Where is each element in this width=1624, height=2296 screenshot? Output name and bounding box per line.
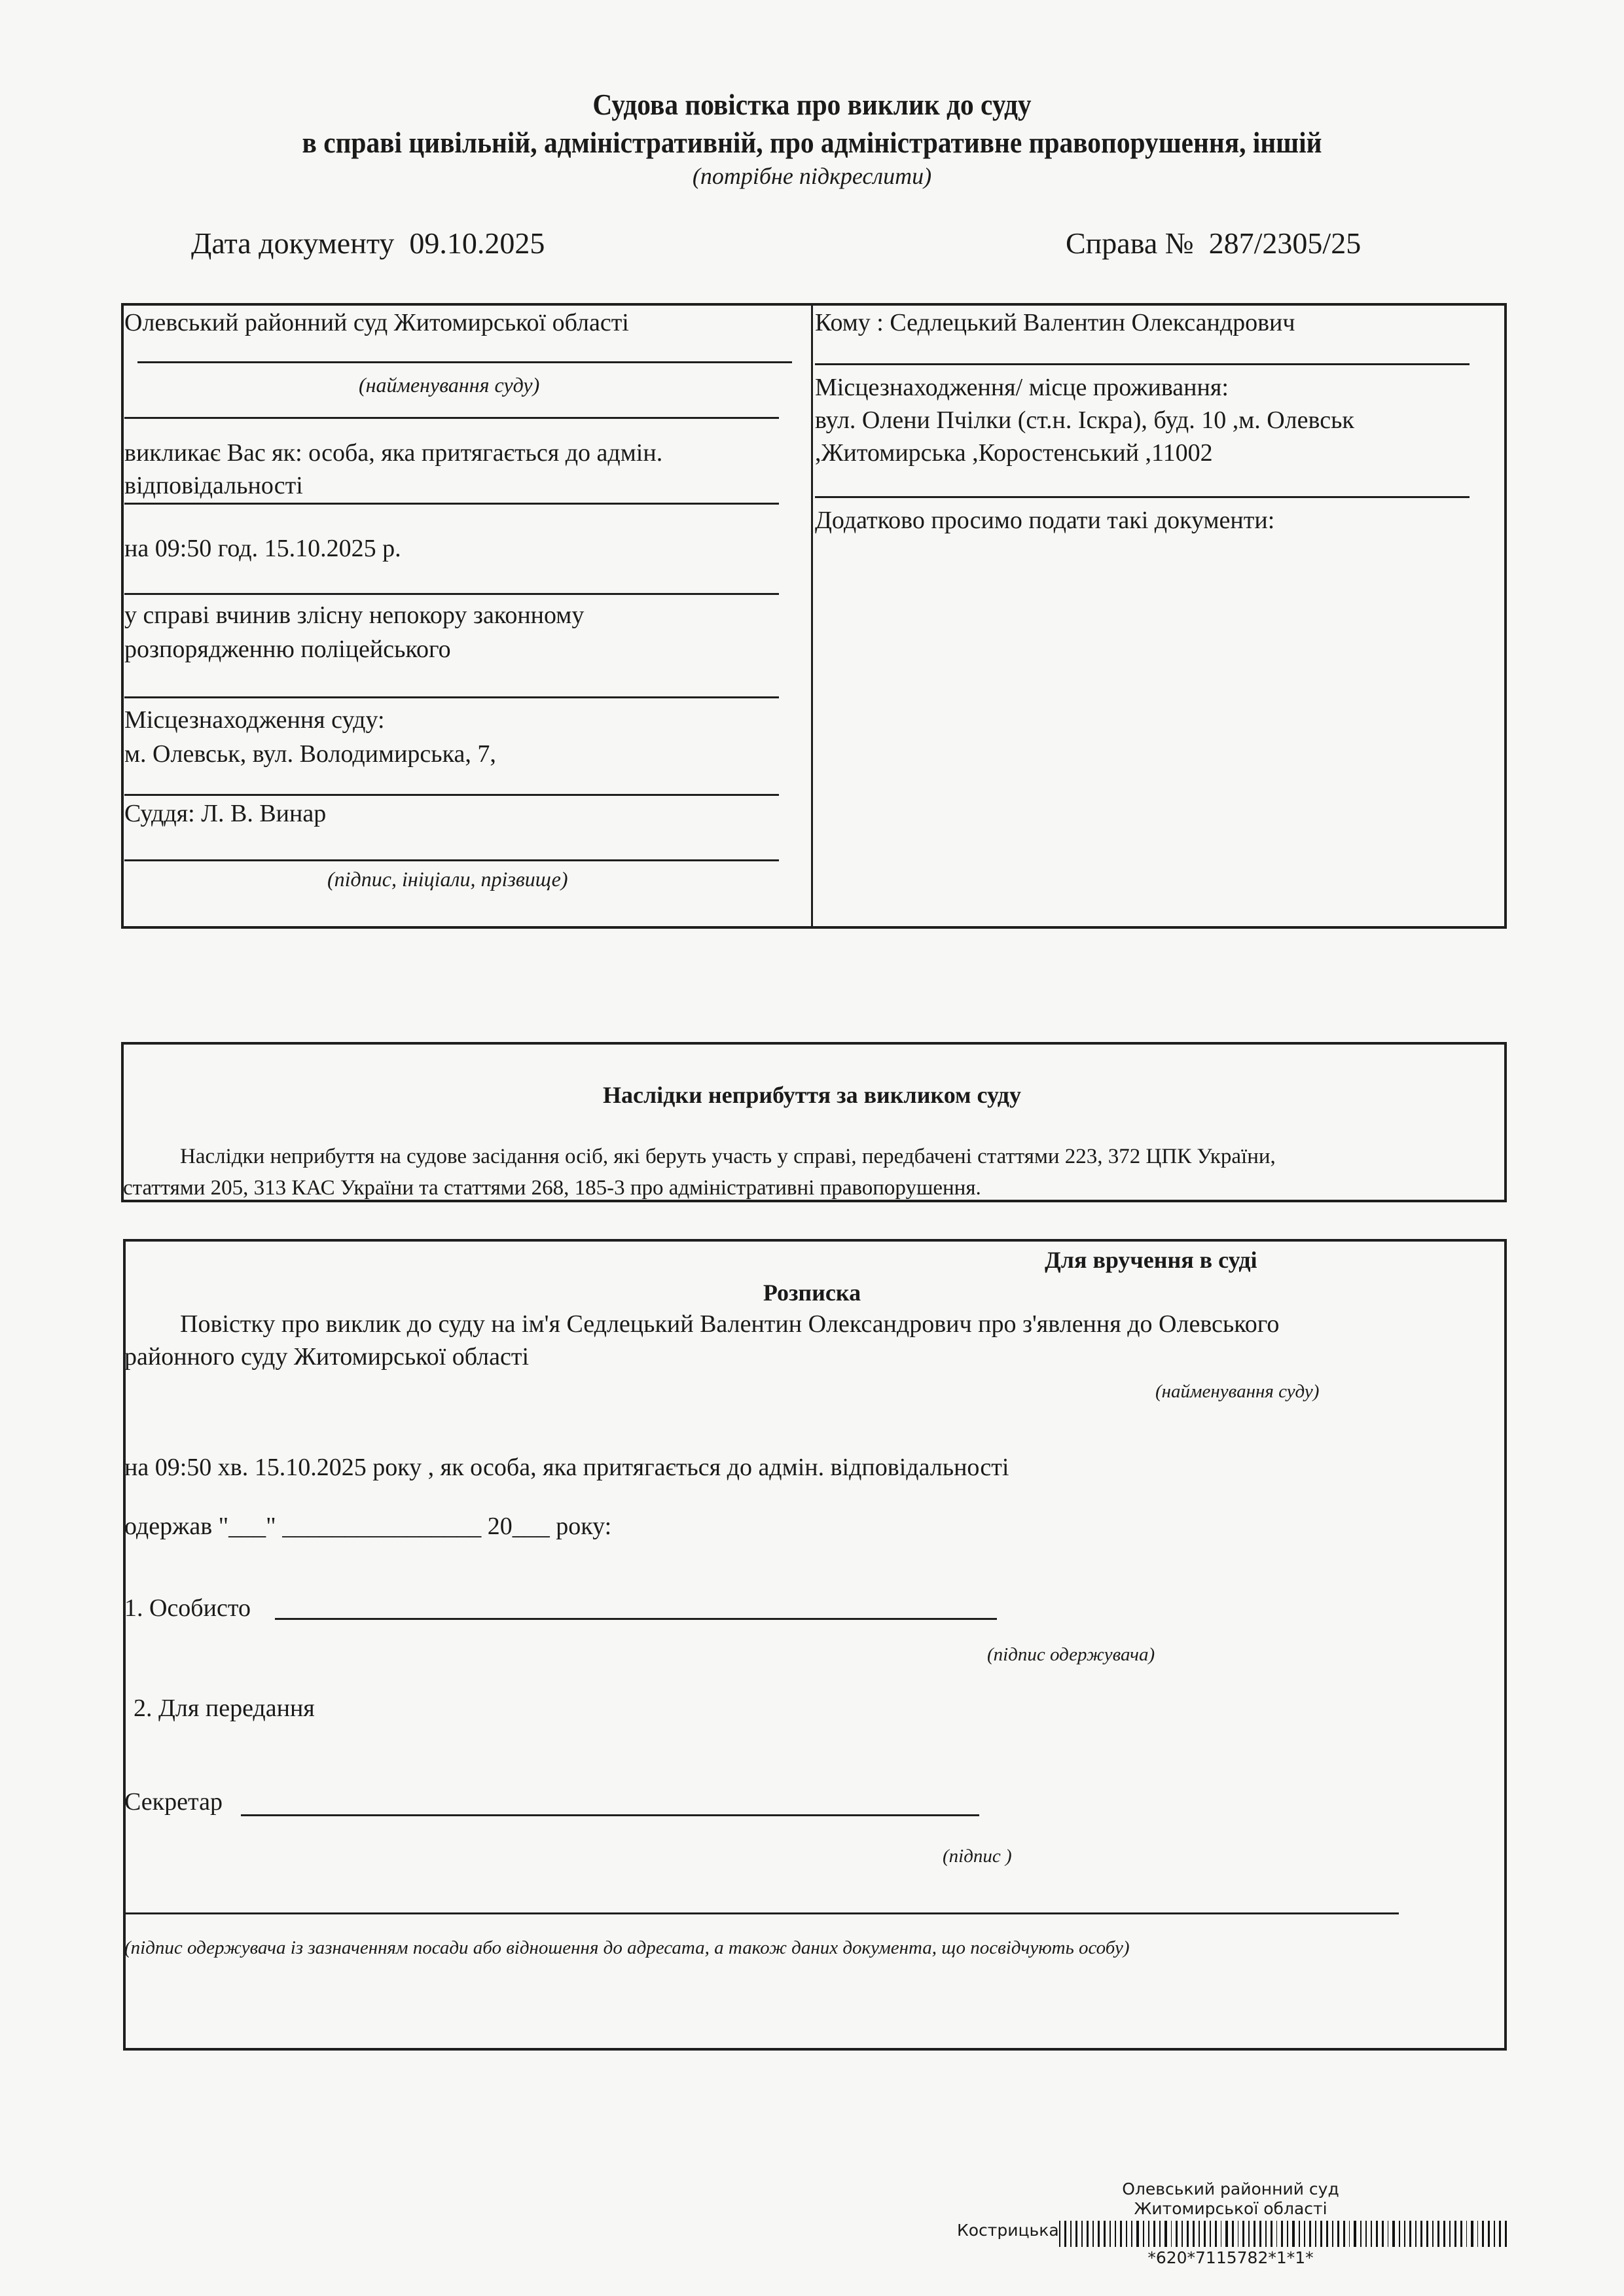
secretary-label: Секретар [124,1788,223,1816]
received-year-prefix: 20 [487,1513,513,1540]
underline-note: (потрібне підкреслити) [692,163,932,189]
judge-caption: (підпис, ініціали, прізвище) [327,867,568,891]
received-day-field[interactable]: "___" [218,1513,276,1540]
case-subject-line2: розпорядженню поліцейського [124,636,451,663]
residence-label: Місцезнаходження/ місце проживання: [815,374,1229,401]
additional-documents-label: Додатково просимо подати такі документи: [815,507,1275,534]
received-year-field[interactable]: ___ [512,1513,550,1540]
receipt-time-line: на 09:50 хв. 15.10.2025 року , як особа, яка притягається до адмін. відповідальності [124,1454,1009,1481]
clerk-name: Кострицька [957,2221,1059,2240]
case-subject-line1: у справі вчинив злісну непокору законному [124,601,585,629]
document-date-value: 09.10.2025 [409,226,545,260]
barcode [1059,2221,1511,2247]
court-address-line [124,794,779,796]
recipient-line [815,363,1470,365]
summons-as-line1: викликає Вас як: особа, яка притягається до адмін. [124,439,663,467]
receipt-court-caption: (найменування суду) [1155,1381,1320,1402]
document-date-label: Дата документу [191,226,395,260]
delivery-note: Для вручення в суді [1045,1247,1257,1273]
residence-line1: вул. Олени Пчілки (ст.н. Іскра), буд. 10 ,м. Олевськ [815,406,1354,434]
court-location-label: Місцезнаходження суду: [124,706,385,734]
court-address: м. Олевськ, вул. Володимирська, 7, [124,740,496,768]
summons-column-divider [811,304,813,927]
case-number [1066,226,1361,260]
summons-as-line [124,503,779,505]
residence-line2: ,Житомирська ,Коростенський ,11002 [815,439,1213,467]
appearance-time-line [124,593,779,595]
footer-court-line2: Житомирської області [1134,2199,1327,2218]
consequences-heading: Наслідки неприбуття за викликом суду [603,1082,1021,1108]
document-title-line1: Судова повістка про виклик до суду [592,88,1032,121]
footer-court-line1: Олевський районний суд [1122,2179,1339,2198]
recipient-name: Кому : Седлецький Валентин Олександрович [815,309,1295,336]
received-suffix: року: [556,1513,612,1540]
personally-caption: (підпис одержувача) [987,1644,1155,1665]
court-name: Олевський районний суд Житомирської області [124,309,629,336]
summons-as-line2: відповідальності [124,472,303,499]
case-number-value: 287/2305/25 [1208,226,1362,260]
secretary-caption: (підпис ) [943,1846,1012,1867]
secretary-signature-field[interactable] [241,1814,979,1816]
received-date-line [124,1510,611,1543]
recipient-signature-field[interactable] [124,1912,1399,1914]
receipt-body-line2: районного суду Житомирської області [124,1343,530,1371]
receipt-body-line1: Повістку про виклик до суду на ім'я Седлецький Валентин Олександрович про з'явлення до Олевського [180,1310,1280,1338]
court-name-caption: (найменування суду) [359,373,540,397]
received-month-field[interactable]: ________________ [282,1513,482,1540]
court-caption-line [124,417,779,419]
personally-label: 1. Особисто [124,1594,251,1622]
receipt-heading: Розписка [763,1280,861,1306]
transfer-label: 2. Для передання [134,1695,315,1722]
residence-line [815,496,1470,498]
court-name-line [137,361,792,363]
appearance-time: на 09:50 год. 15.10.2025 р. [124,535,401,562]
received-label: одержав [124,1513,213,1540]
consequences-text-line1: Наслідки неприбуття на судове засідання осіб, які беруть участь у справі, передбачені статтями 223, 372 ЦПК України, [180,1145,1276,1168]
recipient-signature-caption: (підпис одержувача із зазначенням посади або відношення до адресата, а також даних документа, що посвідчують особу) [124,1937,1130,1958]
judge-name: Суддя: Л. В. Винар [124,800,327,827]
document-title-line2: в справі цивільній, адміністративній, про адміністративне правопорушення, іншій [302,126,1322,159]
barcode-number: *620*7115782*1*1* [1147,2248,1314,2267]
document-date [191,226,545,260]
case-subject-line [124,696,779,698]
consequences-text-line2: статтями 205, 313 КАС України та статтями 268, 185-3 про адміністративні правопорушення. [123,1176,981,1200]
case-number-label: Справа № [1066,226,1194,260]
judge-signature-line [124,859,779,861]
personally-signature-field[interactable] [275,1618,997,1620]
